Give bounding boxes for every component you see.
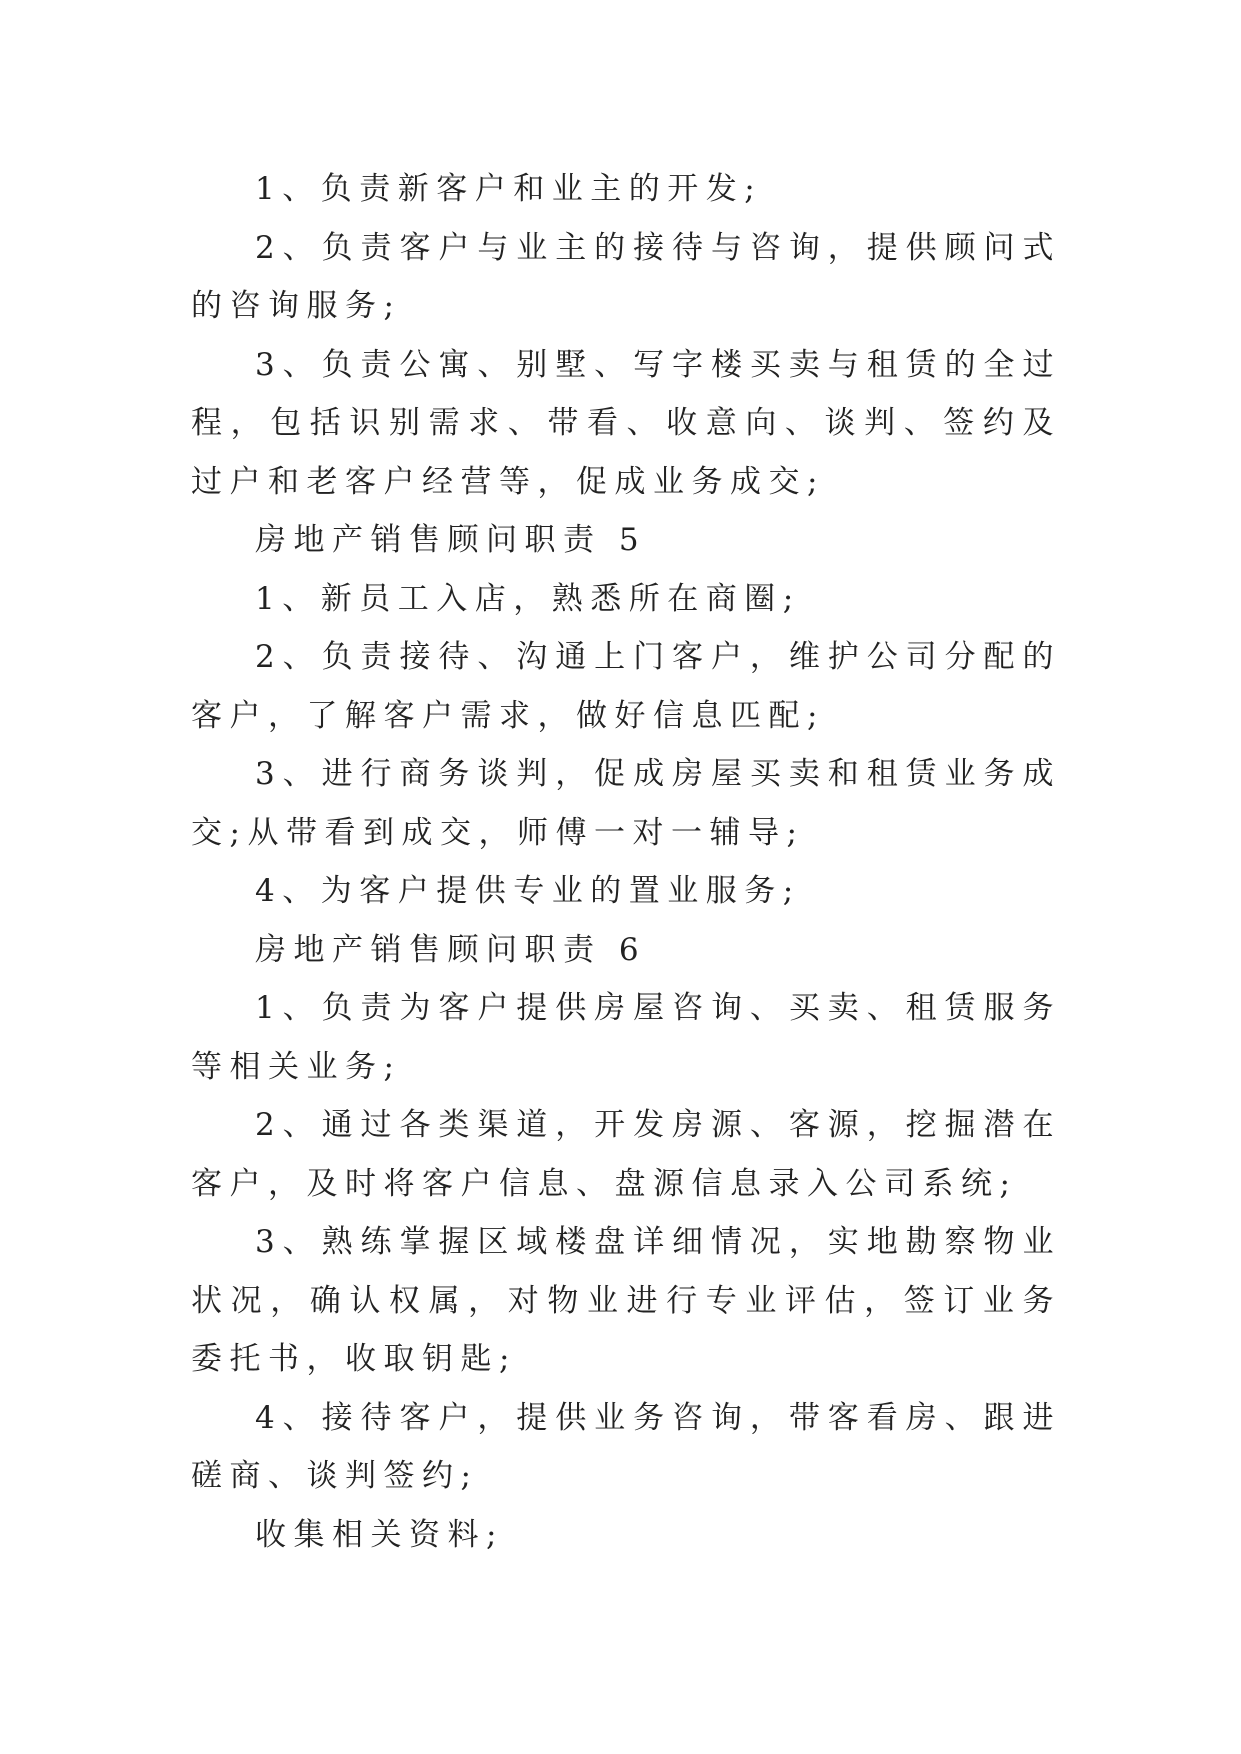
- paragraph: 1、负责新客户和业主的开发;: [255, 171, 763, 207]
- paragraph: 4、为客户提供专业的置业服务;: [255, 873, 801, 909]
- section-heading: 房地产销售顾问职责 5: [255, 522, 647, 558]
- section-heading: 房地产销售顾问职责 6: [255, 931, 647, 968]
- paragraph: 3、负责公寓、别墅、写字楼买卖与租赁的全过程，包括识别需求、带看、收意向、谈判、签约及过户和老客户经营等，促成业务成交;: [191, 346, 1061, 500]
- paragraph: 3、进行商务谈判，促成房屋买卖和租赁业务成交;从带看到成交，师傅一对一辅导;: [191, 756, 1061, 851]
- document-body: [191, 160, 1061, 1564]
- paragraph: 1、新员工入店，熟悉所在商圈;: [255, 580, 801, 617]
- paragraph: 4、接待客户，提供业务咨询，带客看房、跟进磋商、谈判签约;: [191, 1399, 1061, 1494]
- paragraph: 2、负责客户与业主的接待与咨询，提供顾问式的咨询服务;: [191, 229, 1061, 324]
- paragraph: 2、通过各类渠道，开发房源、客源，挖掘潜在客户，及时将客户信息、盘源信息录入公司系统;: [191, 1107, 1061, 1202]
- paragraph: 1、负责为客户提供房屋咨询、买卖、租赁服务等相关业务;: [191, 990, 1061, 1085]
- paragraph: 3、熟练掌握区域楼盘详细情况，实地勘察物业状况，确认权属，对物业进行专业评估，签订业务委托书，收取钥匙;: [191, 1224, 1061, 1377]
- paragraph: 收集相关资料;: [255, 1516, 504, 1553]
- paragraph: 2、负责接待、沟通上门客户，维护公司分配的客户，了解客户需求，做好信息匹配;: [191, 639, 1061, 734]
